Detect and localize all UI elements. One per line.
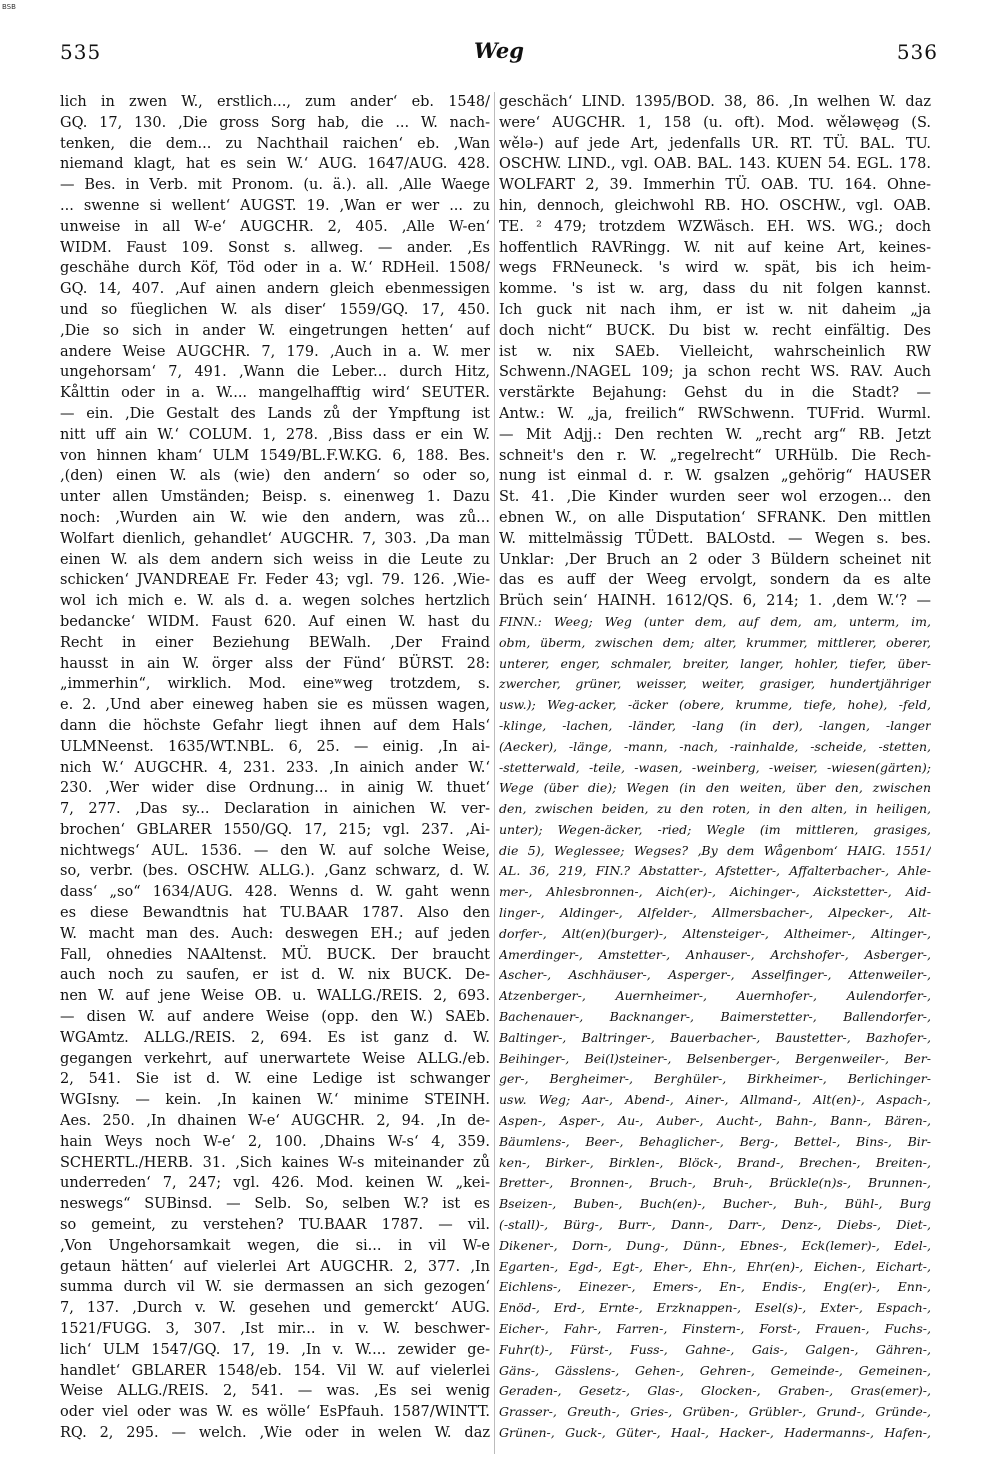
text-line: die 5), Weglessee; Wegses? ‚By dem Wågenbom‘ HAIG. 1551/ <box>499 842 931 858</box>
text-line: Bachenauer-, Backnanger-, Baimerstetter-, Ballendorfer-, <box>499 1009 931 1025</box>
left-column <box>60 92 490 1444</box>
text-line: Weise ALLG./REIS. 2, 541. — was. ‚Es sei wenig <box>60 1383 490 1400</box>
text-line: mer-, Ahlesbronnen-, Aich(er)-, Aichinger-, Aickstetter-, Aid- <box>499 884 931 900</box>
text-line: ULMNeenst. 1635/WT.NBL. 6, 25. — einig. ‚In ai- <box>60 738 490 755</box>
running-title: Weg <box>474 38 524 63</box>
text-line: RQ. 2, 295. — welch. ‚Wie oder in welen W. daz <box>60 1425 490 1441</box>
text-line: W. macht man des. Auch: deswegen EH.; auf jeden <box>60 925 490 942</box>
text-line: andere Weise AUGCHR. 7, 179. ‚Auch in a. W. mer <box>60 343 490 360</box>
text-line: niemand klagt, hat es sein W.‘ AUG. 1647/AUG. 428. <box>60 156 490 173</box>
text-line: TE. ² 479; trotzdem WZWäsch. EH. WS. WG.; doch <box>499 218 931 235</box>
text-line: ist w. nix SAEb. Vielleicht, wahrscheinlich RW <box>499 343 931 360</box>
text-line: Bretter-, Bronnen-, Bruch-, Bruh-, Brückle(n)s-, Brunnen-, <box>499 1175 931 1191</box>
text-line: geschäch‘ LIND. 1395/BOD. 38, 86. ‚In welhen W. daz <box>499 94 931 110</box>
text-line: summa durch vil W. sie dermassen an sich gezogen‘ <box>60 1279 490 1296</box>
text-line: WGAmtz. ALLG./REIS. 2, 694. Es ist ganz d. W. <box>60 1029 490 1046</box>
text-line: — disen W. auf andere Weise (opp. den W.) SAEb. <box>60 1009 490 1026</box>
text-line: unter allen Umständen; Beisp. s. einenweg 1. Dazu <box>60 489 490 506</box>
text-line: — Bes. in Verb. mit Pronom. (u. ä.). all. ‚Alle Waege <box>60 177 490 194</box>
text-line: 230. ‚Wer wider dise Ordnung... in ainig W. thuet‘ <box>60 780 490 797</box>
text-line: Baltinger-, Baltringer-, Bauerbacher-, Baustetter-, Bazhofer-, <box>499 1029 931 1045</box>
text-line: nung ist einmal d. r. W. gsalzen „gehörig“ HAUSER <box>499 468 931 485</box>
text-line: Bäumlens-, Beer-, Behaglicher-, Berg-, Bettel-, Bins-, Bir- <box>499 1133 931 1149</box>
text-line: hin, dennoch, gleichwohl RB. HO. OSCHW., vgl. OAB. <box>499 197 931 214</box>
text-line: -stetterwald, -teile, -wasen, -weinberg, -weiser, -wiesen(gärten); <box>499 759 931 775</box>
text-line: (Aecker), -länge, -mann, -nach, -rainhalde, -scheide, -stetten, <box>499 738 931 754</box>
text-line: Schwenn./NAGEL 109; ja schon recht WS. RAV. Auch <box>499 364 931 381</box>
text-line: so gemeint, zu verstehen? TU.BAAR 1787. — vil. <box>60 1217 490 1234</box>
text-line: underreden‘ 7, 247; vgl. 426. Mod. keinen W. „kei- <box>60 1175 490 1192</box>
text-line: verstärkte Bejahung: Gehst du in die Stadt? — <box>499 385 931 402</box>
text-line: bedancke‘ WIDM. Faust 620. Auf einen W. hast du <box>60 613 490 630</box>
text-line: Unklar: ‚Der Bruch an 2 oder 3 Büldern scheinet nit <box>499 551 931 568</box>
text-line: unter); Wegen-äcker, -ried; Wegle (im mittleren, grasiges, <box>499 821 931 837</box>
text-line: Atzenberger-, Auernheimer-, Auernhofer-, Aulendorfer-, <box>499 988 931 1004</box>
text-line: WIDM. Faust 109. Sonst s. allweg. — ander. ‚Es <box>60 239 490 256</box>
text-line: obm, überm, zwischen dem; alter, krummer, mittlerer, oberer, <box>499 634 931 650</box>
text-line: Brüch sein‘ HAINH. 1612/QS. 6, 214; 1. ‚dem W.‘? — <box>499 593 931 610</box>
text-line: e. 2. ‚Und aber eineweg haben sie es müssen wagen, <box>60 697 490 714</box>
text-line: unweise in all W-e‘ AUGCHR. 2, 405. ‚Alle W-en‘ <box>60 218 490 235</box>
text-line: nitt uff ain W.‘ COLUM. 1, 278. ‚Biss dass er ein W. <box>60 426 490 443</box>
page-number-left: 535 <box>60 40 102 64</box>
text-line: — ein. ‚Die Gestalt des Lands zů der Ympftung ist <box>60 405 490 422</box>
column-divider <box>494 92 495 1454</box>
text-line: oder viel oder was W. es wölle‘ EsPfauh. 1587/WINTT. <box>60 1404 490 1421</box>
text-line: Ascher-, Aschhäuser-, Asperger-, Asselfinger-, Attenweiler-, <box>499 967 931 983</box>
text-line: 7, 137. ‚Durch v. W. gesehen und gemerckt‘ AUG. <box>60 1300 490 1317</box>
text-line: (-stall)-, Bürg-, Burr-, Dann-, Darr-, Denz-, Diebs-, Diet-, <box>499 1217 931 1233</box>
text-line: Ich guck nit nach ihm, er ist w. nit daheim „ja <box>499 301 931 318</box>
page-header <box>60 38 938 72</box>
text-line: gegangen verkehrt, auf unerwartete Weise ALLG./eb. <box>60 1050 490 1067</box>
text-line: Aspen-, Asper-, Au-, Auber-, Aucht-, Bahn-, Bann-, Bären-, <box>499 1113 931 1129</box>
text-line: linger-, Aldinger-, Alfelder-, Allmersbacher-, Alpecker-, Alt- <box>499 905 931 921</box>
text-line: das es auff der Weeg ervolgt, sondern da es alte <box>499 572 931 589</box>
text-line: schneit's den r. W. „regelrecht“ URHülb. Die Rech- <box>499 447 931 464</box>
text-line: handlet‘ GBLARER 1548/eb. 154. Vil W. auf vielerlei <box>60 1362 490 1379</box>
text-line: Eicher-, Fahr-, Farren-, Finstern-, Forst-, Frauen-, Fuchs-, <box>499 1321 931 1337</box>
text-line: ‚Von Ungehorsamkait wegen, die si... in vil W-e <box>60 1237 490 1254</box>
text-line: so, verbr. (bes. OSCHW. ALLG.). ‚Ganz schwarz, d. W. <box>60 863 490 880</box>
text-line: GQ. 14, 407. ‚Auf ainen andern gleich ebenmessigen <box>60 281 490 298</box>
text-line: St. 41. ‚Die Kinder wurden seer wol erzogen... den <box>499 489 931 506</box>
text-line: ungehorsam‘ 7, 491. ‚Wann die Leber... durch Hitz, <box>60 364 490 381</box>
text-line: lich in zwen W., erstlich..., zum ander‘ eb. 1548/ <box>60 94 490 110</box>
text-line: GQ. 17, 130. ‚Die gross Sorg hab, die ... W. nach- <box>60 114 490 131</box>
text-line: Amerdinger-, Amstetter-, Anhauser-, Archshofer-, Asberger-, <box>499 946 931 962</box>
text-line: lich‘ ULM 1547/GQ. 17, 19. ‚In v. W.... zewider ge- <box>60 1341 490 1358</box>
text-line: ebnen W., on alle Disputation‘ SFRANK. Den mittlen <box>499 509 931 526</box>
text-line: WGIsny. — kein. ‚In kainen W.‘ minime STEINH. <box>60 1092 490 1109</box>
text-line: nich W.‘ AUGCHR. 4, 231. 233. ‚In ainich ander W.‘ <box>60 759 490 776</box>
text-line: Gäns-, Gässlens-, Gehen-, Gehren-, Gemeinde-, Gemeinen-, <box>499 1362 931 1378</box>
text-line: Fuhr(t)-, Fürst-, Fuss-, Gahne-, Gais-, Galgen-, Gähren-, <box>499 1341 931 1357</box>
text-line: Enöd-, Erd-, Ernte-, Erzknappen-, Esel(s)-, Exter-, Espach-, <box>499 1300 931 1316</box>
text-line: ‚Die so sich in ander W. eingetrungen hetten‘ auf <box>60 322 490 339</box>
right-column <box>499 92 931 1444</box>
text-line: noch: ‚Wurden ain W. wie den andern, was zů... <box>60 509 490 526</box>
text-line: nen W. auf jene Weise OB. u. WALLG./REIS. 2, 693. <box>60 988 490 1005</box>
text-line: Grünen-, Guck-, Güter-, Haal-, Hacker-, Hadermanns-, Hafen-, <box>499 1425 931 1440</box>
text-line: auch noch zu saufen, er ist d. W. nix BUCK. De- <box>60 967 490 984</box>
page-number-right: 536 <box>896 40 938 64</box>
text-line: hoffentlich RAVRingg. W. nit auf keine Art, keines- <box>499 239 931 256</box>
text-line: Kålttin oder in a. W.... mangelhafftig wird‘ SEUTER. <box>60 385 490 402</box>
text-line: 7, 277. ‚Das sy... Declaration in ainichen W. ver- <box>60 801 490 818</box>
text-line: 1521/FUGG. 3, 307. ‚Ist mir... in v. W. beschwer- <box>60 1321 490 1338</box>
text-line: Grasser-, Greuth-, Gries-, Grüben-, Grübler-, Grund-, Gründe-, <box>499 1404 931 1420</box>
text-line: hain Weys noch W-e‘ 2, 100. ‚Dhains W-s‘ 4, 359. <box>60 1133 490 1150</box>
text-line: es diese Bewandtnis hat TU.BAAR 1787. Also den <box>60 905 490 922</box>
text-line: Wege (über die); Wegen (in den weiten, über den, zwischen <box>499 780 931 796</box>
text-line: Fall, ohnedies NAAltenst. MÜ. BUCK. Der braucht <box>60 946 490 963</box>
text-line: Recht in einer Beziehung BEWalh. ‚Der Fraind <box>60 634 490 651</box>
text-line: SCHERTL./HERB. 31. ‚Sich kaines W-s miteinander zů <box>60 1154 490 1171</box>
text-line: Aes. 250. ‚In dhainen W-e‘ AUGCHR. 2, 94. ‚In de- <box>60 1113 490 1130</box>
text-line: Wolfart dienlich, gehandlet‘ AUGCHR. 7, 303. ‚Da man <box>60 530 490 547</box>
text-line: wělǝ-) auf jede Art, jedenfalls UR. RT. TÜ. BAL. TU. <box>499 135 931 152</box>
text-line: WOLFART 2, 39. Immerhin TÜ. OAB. TU. 164. Ohne- <box>499 177 931 194</box>
text-line: Antw.: W. „ja, freilich“ RWSchwenn. TUFrid. Wurml. <box>499 405 931 422</box>
text-line: zwercher, grüner, weisser, weiter, grasiger, hundertjähriger <box>499 676 931 692</box>
text-line: — Mit Adjj.: Den rechten W. „recht arg“ RB. Jetzt <box>499 426 931 443</box>
text-line: W. mittelmässig TÜDett. BALOstd. — Wegen s. bes. <box>499 530 931 547</box>
text-line: dorfer-, Alt(en)(burger)-, Altensteiger-, Altheimer-, Altinger-, <box>499 925 931 941</box>
text-line: doch nicht“ BUCK. Du bist w. recht einfältig. Des <box>499 322 931 339</box>
text-line: getaun hätten‘ auf vielerlei Art AUGCHR. 2, 377. ‚In <box>60 1258 490 1275</box>
text-line: tenken, die dem... zu Nachthail raichen‘ eb. ‚Wan <box>60 135 490 152</box>
text-line: AL. 36, 219, FIN.? Abstatter-, Afstetter-, Affalterbacher-, Ahle- <box>499 863 931 879</box>
text-line: Dikener-, Dorn-, Dung-, Dünn-, Ebnes-, Eck(lemer)-, Edel-, <box>499 1237 931 1253</box>
text-line: Geraden-, Gesetz-, Glas-, Glocken-, Graben-, Gras(emer)-, <box>499 1383 931 1399</box>
text-line: usw. Weg; Aar-, Abend-, Ainer-, Allmand-, Alt(en)-, Aspach-, <box>499 1092 931 1108</box>
text-line: wol ich mich e. W. als d. a. wegen solches hertzlich <box>60 593 490 610</box>
text-line: dann die höchste Gefahr liegt ihnen auf dem Hals‘ <box>60 717 490 734</box>
text-line: OSCHW. LIND., vgl. OAB. BAL. 143. KUEN 54. EGL. 178. <box>499 156 931 173</box>
text-line: Beihinger-, Bei(l)steiner-, Belsenberger-, Bergenweiler-, Ber- <box>499 1050 931 1066</box>
text-line: ken-, Birker-, Birklen-, Blöck-, Brand-, Brechen-, Breiten-, <box>499 1154 931 1170</box>
text-line: komme. 's ist w. arg, dass du nit folgen kannst. <box>499 281 931 298</box>
text-line: usw.); Weg-acker, -äcker (obere, krumme, tiefe, hohe), -feld, <box>499 697 931 713</box>
text-line: -klinge, -lachen, -länder, -lang (in der), -langen, -langer <box>499 717 931 733</box>
text-line: wegs FRNeuneck. 's wird w. spät, bis ich heim- <box>499 260 931 277</box>
text-line: Egarten-, Egd-, Egt-, Eher-, Ehn-, Ehr(en)-, Eichen-, Eichart-, <box>499 1258 931 1274</box>
text-line: hausst in ain W. örger alss der Fünd‘ BÜRST. 28: <box>60 655 490 672</box>
text-line: den, zwischen beiden, zu den roten, in den alten, in heiligen, <box>499 801 931 817</box>
text-line: 2, 541. Sie ist d. W. eine Ledige ist schwanger <box>60 1071 490 1088</box>
library-mark: BSB <box>2 3 16 11</box>
text-line: ... swenne si wellent‘ AUGST. 19. ‚Wan er wer ... zu <box>60 197 490 214</box>
text-line: nichtwegs‘ AUL. 1536. — den W. auf solche Weise, <box>60 842 490 859</box>
text-line: Bseizen-, Buben-, Buch(en)-, Bucher-, Buh-, Bühl-, Burg <box>499 1196 931 1212</box>
text-line: unterer, enger, schmaler, breiter, langer, hohler, tiefer, über- <box>499 655 931 671</box>
text-line: schicken‘ JVANDREAE Fr. Feder 43; vgl. 79. 126. ‚Wie- <box>60 572 490 589</box>
text-line: geschähe durch Köf, Töd oder in a. W.‘ RDHeil. 1508/ <box>60 260 490 277</box>
text-line: ger-, Bergheimer-, Berghüler-, Birkheimer-, Berlichinger- <box>499 1071 931 1087</box>
text-line: ‚(den) einen W. als (wie) den andern‘ so oder so, <box>60 468 490 485</box>
text-line: und so füeglichen W. als diser‘ 1559/GQ. 17, 450. <box>60 301 490 318</box>
text-line: einen W. als dem andern sich weiss in die Leute zu <box>60 551 490 568</box>
text-line: neswegs“ SUBinsd. — Selb. So, selben W.? ist es <box>60 1196 490 1213</box>
text-line: „immerhin“, wirklich. Mod. eineʷweg trotzdem, s. <box>60 676 490 693</box>
text-line: Eichlens-, Einezer-, Emers-, En-, Endis-, Eng(er)-, Enn-, <box>499 1279 931 1295</box>
text-line: dass‘ „so“ 1634/AUG. 428. Wenns d. W. gaht wenn <box>60 884 490 901</box>
text-line: von hinnen kham‘ ULM 1549/BL.F.W.KG. 6, 188. Bes. <box>60 447 490 464</box>
text-line: FINN.: Weeg; Weg (unter dem, auf dem, am, unterm, im, <box>499 613 931 629</box>
text-line: brochen‘ GBLARER 1550/GQ. 17, 215; vgl. 237. ‚Ai- <box>60 821 490 838</box>
text-line: were‘ AUGCHR. 1, 158 (u. oft). Mod. wělǝwęǝg (S. <box>499 114 931 131</box>
